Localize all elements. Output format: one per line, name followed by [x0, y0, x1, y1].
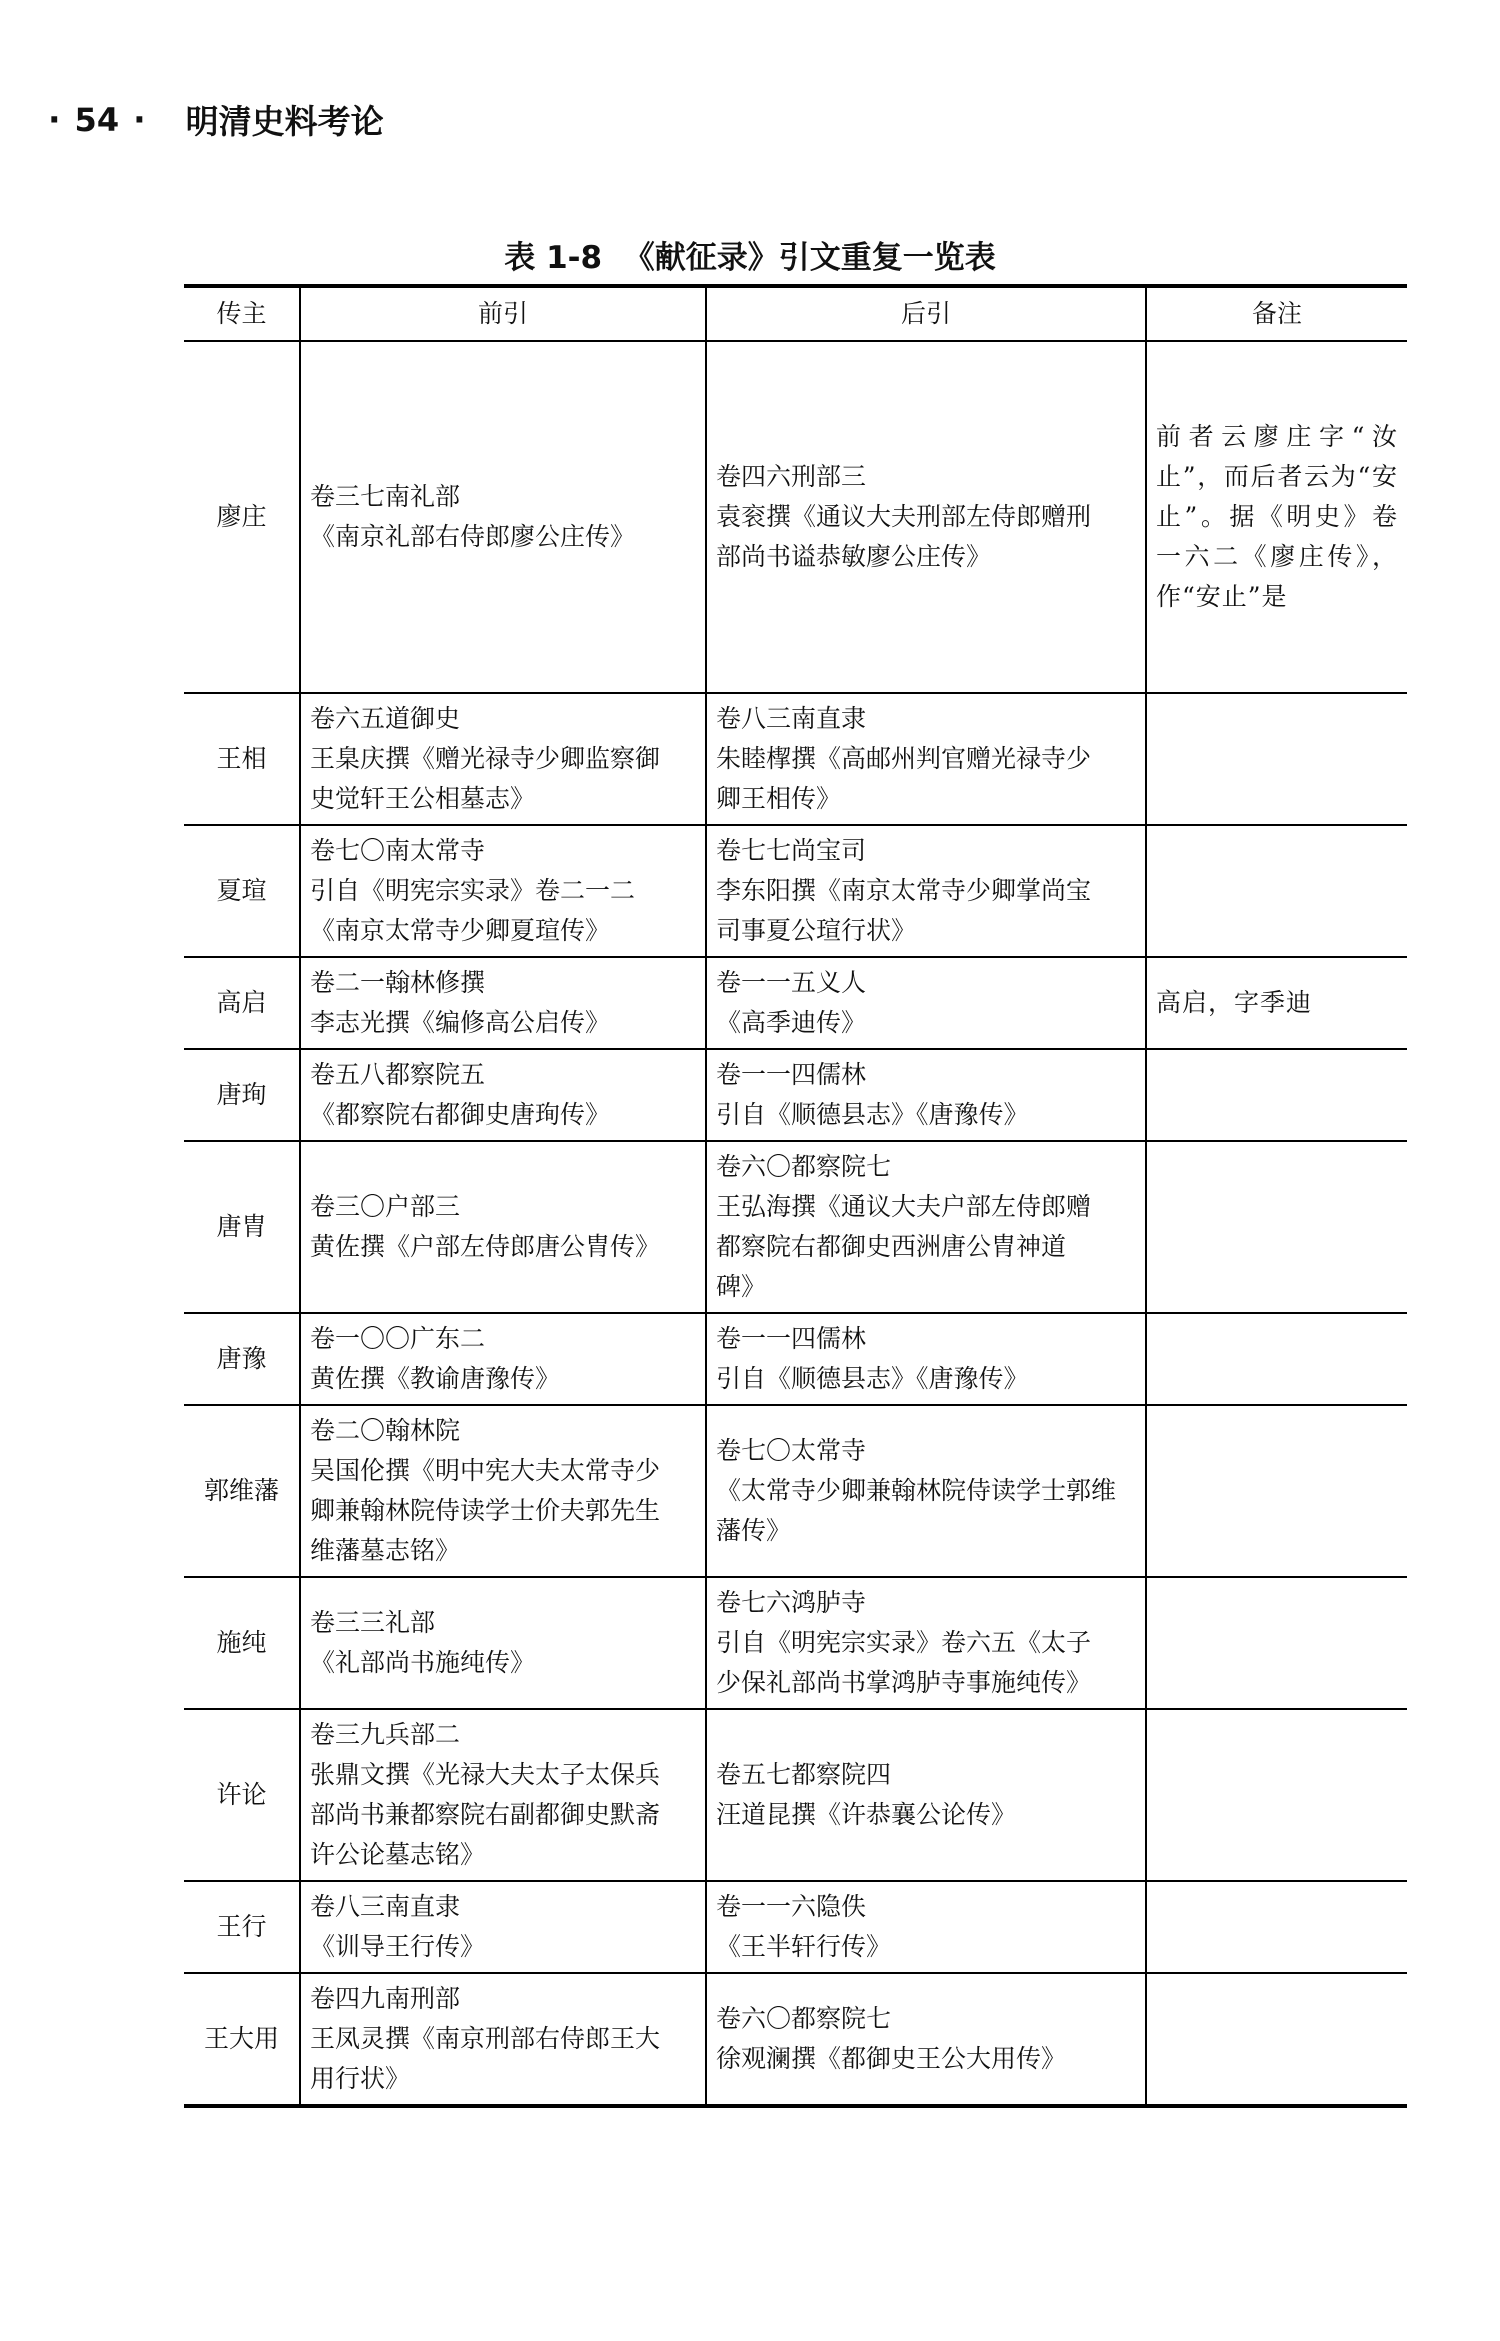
- note-cell: [1146, 825, 1407, 957]
- table-caption: [0, 232, 1500, 277]
- table-row: [184, 825, 1407, 957]
- subject-cell: 施纯: [184, 1577, 300, 1709]
- citation-line: 卷三三礼部: [310, 1608, 436, 1637]
- citation-line: 卷一一四儒林: [716, 1324, 867, 1353]
- subject-cell: 高启: [184, 957, 300, 1049]
- citation-line: 卷八三南直隶: [716, 704, 867, 733]
- prior-citation-cell: [300, 1577, 706, 1709]
- later-citation-cell: [706, 341, 1146, 693]
- citation-line: 《都察院右都御史唐珣传》: [310, 1100, 611, 1129]
- citation-line: 卿王相传》: [716, 784, 842, 813]
- citation-line: 维藩墓志铭》: [310, 1536, 461, 1565]
- citation-line: 卷六五道御史: [310, 704, 461, 733]
- citation-line: 卿兼翰林院侍读学士价夫郭先生: [310, 1496, 661, 1525]
- note-cell: [1146, 1313, 1407, 1405]
- note-cell: 前者云廖庄字“汝止”，而后者云为“安止”。据《明史》卷一六二《廖庄传》，作“安止”是: [1146, 341, 1407, 693]
- later-citation-cell: [706, 1405, 1146, 1577]
- table-header-row: [184, 286, 1407, 341]
- note-cell: [1146, 1881, 1407, 1973]
- citation-line: 卷一一五义人: [716, 968, 867, 997]
- citation-line: 司事夏公瑄行状》: [716, 916, 917, 945]
- table-row: [184, 1973, 1407, 2106]
- subject-cell: 许论: [184, 1709, 300, 1881]
- note-cell: [1146, 1709, 1407, 1881]
- prior-citation-cell: [300, 693, 706, 825]
- citation-line: 《南京太常寺少卿夏瑄传》: [310, 916, 611, 945]
- citation-line: 引自《明宪宗实录》卷六五《太子: [716, 1628, 1092, 1657]
- book-title: 明清史料考论: [185, 102, 384, 141]
- table-row: [184, 1881, 1407, 1973]
- column-header-prior-citation: 前引: [300, 286, 706, 341]
- citation-line: 卷四九南刑部: [310, 1984, 461, 2013]
- table-row: [184, 1141, 1407, 1313]
- citation-line: 朱睦㮮撰《高邮州判官赠光禄寺少: [716, 744, 1092, 773]
- citation-line: 汪道昆撰《许恭襄公论传》: [716, 1800, 1017, 1829]
- table-row: [184, 693, 1407, 825]
- prior-citation-cell: [300, 1973, 706, 2106]
- citation-line: 《南京礼部右侍郎廖公庄传》: [310, 522, 636, 551]
- citation-line: 卷六〇都察院七: [716, 2004, 892, 2033]
- prior-citation-cell: [300, 1313, 706, 1405]
- table-body: [184, 341, 1407, 2106]
- citation-line: 卷七七尚宝司: [716, 836, 867, 865]
- citation-line: 王臬庆撰《赠光禄寺少卿监察御: [310, 744, 661, 773]
- table-row: [184, 341, 1407, 693]
- citation-line: 碑》: [716, 1272, 767, 1301]
- citation-line: 引自《顺德县志》《唐豫传》: [716, 1100, 1029, 1129]
- citation-line: 李志光撰《编修高公启传》: [310, 1008, 611, 1037]
- subject-cell: 夏瑄: [184, 825, 300, 957]
- later-citation-cell: [706, 1313, 1146, 1405]
- subject-cell: 王大用: [184, 1973, 300, 2106]
- later-citation-cell: [706, 1049, 1146, 1141]
- note-cell: [1146, 1141, 1407, 1313]
- citation-duplicates-table: [184, 284, 1407, 2108]
- citation-line: 少保礼部尚书掌鸿胪寺事施纯传》: [716, 1668, 1092, 1697]
- table-row: [184, 1313, 1407, 1405]
- prior-citation-cell: [300, 825, 706, 957]
- column-header-subject: 传主: [184, 286, 300, 341]
- citation-line: 《高季迪传》: [716, 1008, 867, 1037]
- note-cell: [1146, 1049, 1407, 1141]
- prior-citation-cell: [300, 957, 706, 1049]
- table-row: [184, 1049, 1407, 1141]
- citation-line: 卷七〇太常寺: [716, 1436, 867, 1465]
- citation-line: 史觉轩王公相墓志》: [310, 784, 536, 813]
- later-citation-cell: [706, 693, 1146, 825]
- table-row: [184, 1577, 1407, 1709]
- citation-line: 张鼎文撰《光禄大夫太子太保兵: [310, 1760, 661, 1789]
- subject-cell: 唐胄: [184, 1141, 300, 1313]
- prior-citation-cell: [300, 341, 706, 693]
- later-citation-cell: [706, 825, 1146, 957]
- subject-cell: 唐珣: [184, 1049, 300, 1141]
- citation-line: 王弘海撰《通议大夫户部左侍郎赠: [716, 1192, 1092, 1221]
- citation-line: 《王半轩行传》: [716, 1932, 892, 1961]
- citation-line: 卷七六鸿胪寺: [716, 1588, 867, 1617]
- citation-line: 吴国伦撰《明中宪大夫太常寺少: [310, 1456, 661, 1485]
- citation-line: 藩传》: [716, 1516, 792, 1545]
- column-header-note: 备注: [1146, 286, 1407, 341]
- citation-line: 引自《顺德县志》《唐豫传》: [716, 1364, 1029, 1393]
- subject-cell: 廖庄: [184, 341, 300, 693]
- table-caption-label: 表 1-8: [504, 240, 603, 276]
- citation-line: 部尚书谥恭敏廖公庄传》: [716, 542, 992, 571]
- subject-cell: 唐豫: [184, 1313, 300, 1405]
- citation-line: 王凤灵撰《南京刑部右侍郎王大: [310, 2024, 661, 2053]
- citation-line: 《礼部尚书施纯传》: [310, 1648, 536, 1677]
- prior-citation-cell: [300, 1405, 706, 1577]
- later-citation-cell: [706, 957, 1146, 1049]
- citation-line: 徐观澜撰《都御史王公大用传》: [716, 2044, 1067, 2073]
- citation-line: 卷一一六隐佚: [716, 1892, 867, 1921]
- citation-line: 部尚书兼都察院右副都御史默斋: [310, 1800, 661, 1829]
- citation-line: 卷一〇〇广东二: [310, 1324, 486, 1353]
- citation-line: 卷五七都察院四: [716, 1760, 892, 1789]
- citation-line: 引自《明宪宗实录》卷二一二: [310, 876, 636, 905]
- citation-line: 黄佐撰《教谕唐豫传》: [310, 1364, 561, 1393]
- prior-citation-cell: [300, 1141, 706, 1313]
- column-header-later-citation: 后引: [706, 286, 1146, 341]
- citation-line: 卷八三南直隶: [310, 1892, 461, 1921]
- table-row: [184, 957, 1407, 1049]
- later-citation-cell: [706, 1709, 1146, 1881]
- citation-line: 卷三九兵部二: [310, 1720, 461, 1749]
- citation-line: 袁衮撰《通议大夫刑部左侍郎赠刑: [716, 502, 1092, 531]
- later-citation-cell: [706, 1881, 1146, 1973]
- citation-line: 《训导王行传》: [310, 1932, 486, 1961]
- citation-line: 卷六〇都察院七: [716, 1152, 892, 1181]
- citation-line: 卷三七南礼部: [310, 482, 461, 511]
- table-row: [184, 1709, 1407, 1881]
- prior-citation-cell: [300, 1881, 706, 1973]
- citation-line: 黄佐撰《户部左侍郎唐公胄传》: [310, 1232, 661, 1261]
- citation-line: 卷三〇户部三: [310, 1192, 461, 1221]
- citation-line: 卷四六刑部三: [716, 462, 867, 491]
- note-cell: [1146, 1973, 1407, 2106]
- citation-line: 李东阳撰《南京太常寺少卿掌尚宝: [716, 876, 1092, 905]
- citation-line: 卷五八都察院五: [310, 1060, 486, 1089]
- later-citation-cell: [706, 1141, 1146, 1313]
- page-number-dot-left: ·: [48, 100, 61, 139]
- note-cell: [1146, 693, 1407, 825]
- subject-cell: 王行: [184, 1881, 300, 1973]
- citation-line: 都察院右都御史西洲唐公胄神道: [716, 1232, 1067, 1261]
- citation-line: 卷七〇南太常寺: [310, 836, 486, 865]
- page-number: 54: [74, 100, 120, 139]
- citation-line: 许公论墓志铭》: [310, 1840, 486, 1869]
- later-citation-cell: [706, 1973, 1146, 2106]
- table-caption-title: 《献征录》引文重复一览表: [623, 240, 996, 276]
- note-cell: 高启，字季迪: [1146, 957, 1407, 1049]
- note-cell: [1146, 1405, 1407, 1577]
- prior-citation-cell: [300, 1709, 706, 1881]
- prior-citation-cell: [300, 1049, 706, 1141]
- citation-line: 卷一一四儒林: [716, 1060, 867, 1089]
- subject-cell: 郭维藩: [184, 1405, 300, 1577]
- citation-line: 《太常寺少卿兼翰林院侍读学士郭维: [716, 1476, 1117, 1505]
- citation-line: 卷二一翰林修撰: [310, 968, 486, 997]
- table-row: [184, 1405, 1407, 1577]
- running-head: [48, 96, 384, 143]
- subject-cell: 王相: [184, 693, 300, 825]
- note-cell: [1146, 1577, 1407, 1709]
- citation-line: 卷二〇翰林院: [310, 1416, 461, 1445]
- page-number-dot-right: ·: [133, 100, 146, 139]
- citation-line: 用行状》: [310, 2064, 411, 2093]
- later-citation-cell: [706, 1577, 1146, 1709]
